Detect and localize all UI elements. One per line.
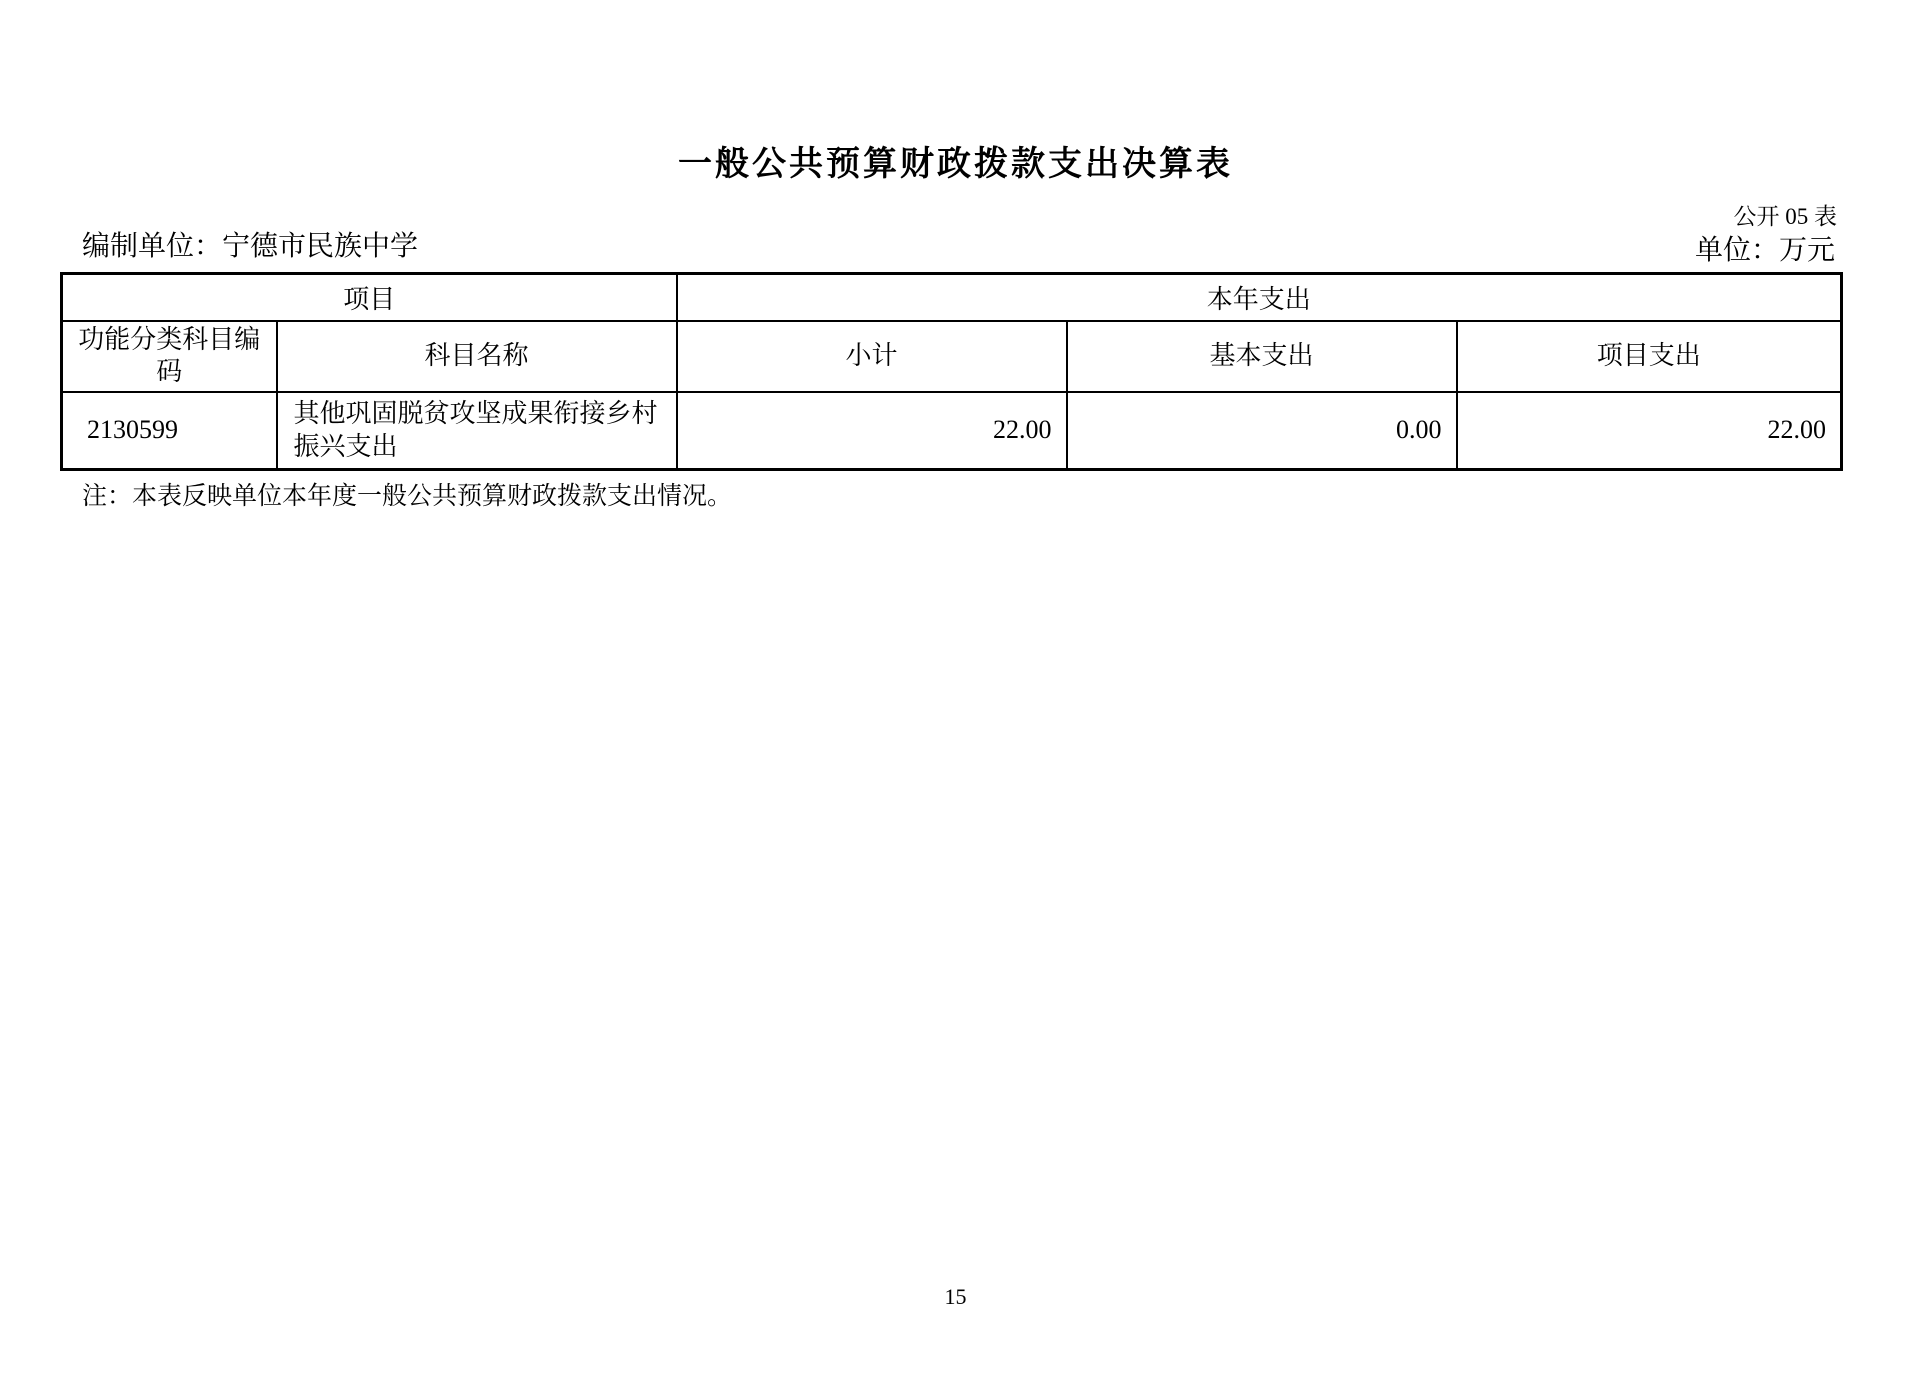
group-header-project: 项目 bbox=[62, 274, 677, 321]
column-header-subject-name: 科目名称 bbox=[277, 321, 677, 392]
column-header-project-expenditure: 项目支出 bbox=[1457, 321, 1842, 392]
group-header-current-year-expenditure: 本年支出 bbox=[677, 274, 1842, 321]
table-column-header-row bbox=[62, 321, 1842, 392]
table-group-header-row bbox=[62, 274, 1842, 321]
cell-subject-name: 其他巩固脱贫攻坚成果衔接乡村振兴支出 bbox=[277, 392, 677, 470]
cell-function-code: 2130599 bbox=[62, 392, 277, 470]
cell-subtotal-value: 22.00 bbox=[677, 392, 1067, 470]
page-number: 15 bbox=[944, 1284, 967, 1309]
column-header-basic-expenditure: 基本支出 bbox=[1067, 321, 1457, 392]
column-header-subtotal: 小计 bbox=[677, 321, 1067, 392]
page-title: 一般公共预算财政拨款支出决算表 bbox=[678, 145, 1233, 183]
column-header-function-code: 功能分类科目编码 bbox=[62, 321, 277, 392]
unit-label: 单位：万元 bbox=[1694, 235, 1835, 266]
budget-table bbox=[60, 272, 1843, 471]
table-row bbox=[62, 392, 1842, 470]
cell-basic-expenditure-value: 0.00 bbox=[1067, 392, 1457, 470]
table-note: 注：本表反映单位本年度一般公共预算财政拨款支出情况。 bbox=[82, 483, 733, 510]
table-code-label: 公开 05 表 bbox=[1733, 204, 1837, 229]
cell-project-expenditure-value: 22.00 bbox=[1457, 392, 1842, 470]
prepared-by-label: 编制单位：宁德市民族中学 bbox=[82, 231, 419, 262]
